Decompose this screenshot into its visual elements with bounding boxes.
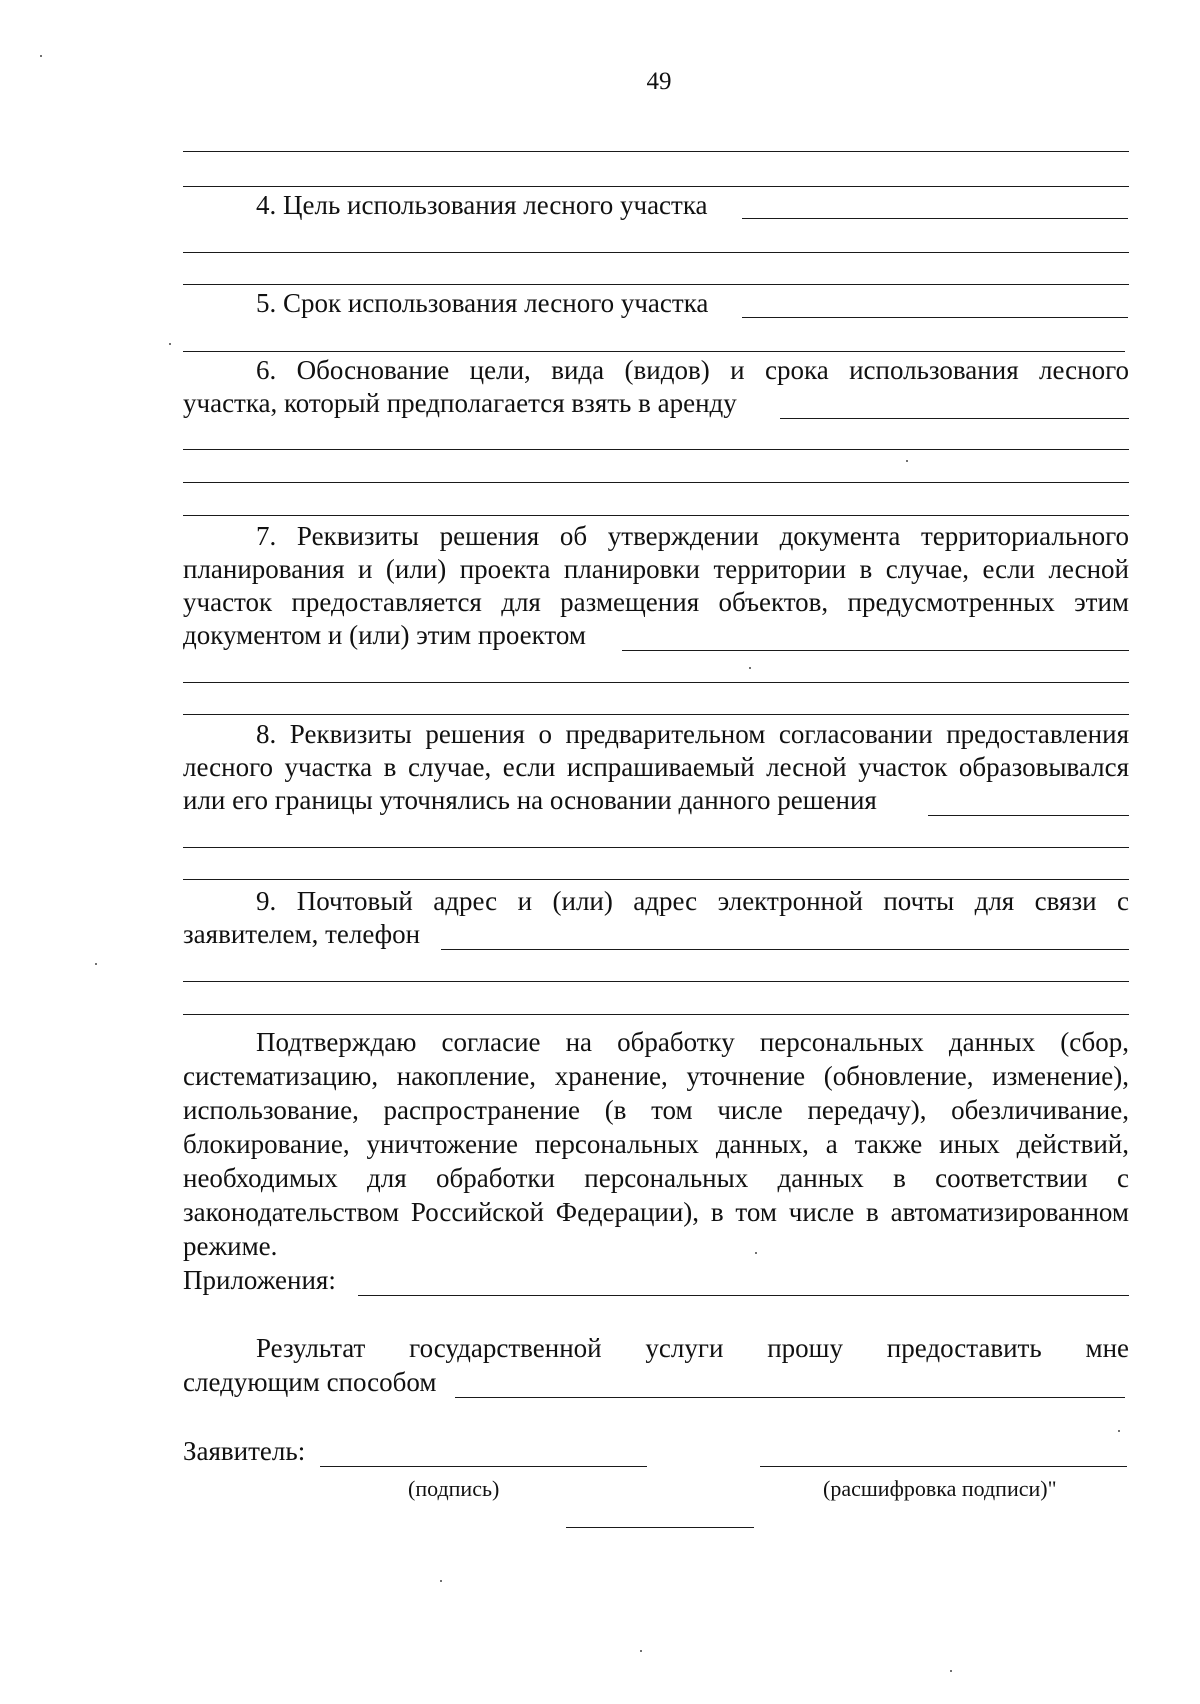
- scan-speck: [755, 1252, 757, 1254]
- consent-line-3: использование, распространение (в том числе передачу), обезличивание,: [183, 1095, 1129, 1125]
- blank-line[interactable]: [183, 981, 1129, 982]
- scan-speck: [640, 1650, 642, 1652]
- consent-line-7: режиме.: [183, 1231, 278, 1261]
- item-6-line-1: 6. Обоснование цели, вида (видов) и срока использования лесного: [256, 355, 1129, 385]
- item-7-line-4: документом и (или) этим проектом: [183, 620, 586, 650]
- consent-line-1: Подтверждаю согласие на обработку персональных данных (сбор,: [256, 1027, 1129, 1057]
- blank-line[interactable]: [183, 252, 1129, 253]
- result-line-1: Результат государственной услуги прошу предоставить мне: [256, 1333, 1129, 1363]
- consent-line-5: необходимых для обработки персональных данных в соответствии с: [183, 1163, 1129, 1193]
- result-method-field[interactable]: [455, 1397, 1125, 1398]
- scan-speck: [169, 343, 171, 345]
- scan-speck: [40, 55, 42, 57]
- attachments-field[interactable]: [358, 1295, 1129, 1296]
- blank-line[interactable]: [183, 284, 1129, 285]
- blank-line[interactable]: [183, 682, 1129, 683]
- consent-line-6: законодательством Российской Федерации), в том числе в автоматизированном: [183, 1197, 1129, 1227]
- scan-speck: [1118, 1430, 1120, 1432]
- consent-line-2: систематизацию, накопление, хранение, уточнение (обновление, изменение),: [183, 1061, 1129, 1091]
- item-7-line-3: участок предоставляется для размещения объектов, предусмотренных этим: [183, 587, 1129, 617]
- item-6-field[interactable]: [780, 418, 1129, 419]
- signature-caption: (подпись): [408, 1476, 500, 1501]
- item-4-field[interactable]: [742, 218, 1128, 219]
- blank-line[interactable]: [183, 847, 1129, 848]
- item-9-field[interactable]: [441, 949, 1129, 950]
- item-8-line-1: 8. Реквизиты решения о предварительном согласовании предоставления: [256, 719, 1129, 749]
- item-4-label: 4. Цель использования лесного участка: [256, 190, 708, 220]
- scan-speck: [906, 460, 908, 462]
- blank-line[interactable]: [183, 449, 1129, 450]
- blank-line[interactable]: [183, 515, 1129, 516]
- page-number: 49: [646, 68, 672, 95]
- applicant-label: Заявитель:: [183, 1436, 306, 1466]
- item-9-line-2: заявителем, телефон: [183, 919, 421, 949]
- item-7-field[interactable]: [622, 650, 1129, 651]
- decoding-caption: (расшифровка подписи)": [823, 1476, 1057, 1501]
- item-7-line-2: планирования и (или) проекта планировки территории в случае, если лесной: [183, 554, 1129, 584]
- scan-speck: [950, 1670, 952, 1672]
- blank-line[interactable]: [183, 186, 1129, 187]
- scan-speck: [95, 963, 97, 965]
- item-9-line-1: 9. Почтовый адрес и (или) адрес электронной почты для связи с: [256, 886, 1129, 916]
- item-8-line-2: лесного участка в случае, если испрашиваемый лесной участок образовывался: [183, 752, 1129, 782]
- scan-speck: [440, 1580, 442, 1582]
- blank-line[interactable]: [183, 714, 1129, 715]
- scan-speck: [749, 667, 751, 669]
- item-5-label: 5. Срок использования лесного участка: [256, 288, 709, 318]
- blank-line[interactable]: [183, 482, 1129, 483]
- item-8-line-3: или его границы уточнялись на основании данного решения: [183, 785, 877, 815]
- blank-line[interactable]: [183, 879, 1129, 880]
- attachments-label: Приложения:: [183, 1265, 336, 1295]
- item-5-field[interactable]: [742, 317, 1128, 318]
- blank-line[interactable]: [183, 1014, 1129, 1015]
- blank-line[interactable]: [183, 351, 1125, 352]
- closing-separator-line: [566, 1527, 754, 1528]
- blank-line[interactable]: [183, 151, 1129, 152]
- item-7-line-1: 7. Реквизиты решения об утверждении документа территориального: [256, 521, 1129, 551]
- consent-line-4: блокирование, уничтожение персональных данных, а также иных действий,: [183, 1129, 1129, 1159]
- result-line-2: следующим способом: [183, 1367, 437, 1397]
- signature-decoding-field[interactable]: [760, 1466, 1127, 1467]
- signature-field[interactable]: [320, 1466, 647, 1467]
- item-6-line-2: участка, который предполагается взять в аренду: [183, 388, 737, 418]
- item-8-field[interactable]: [928, 815, 1129, 816]
